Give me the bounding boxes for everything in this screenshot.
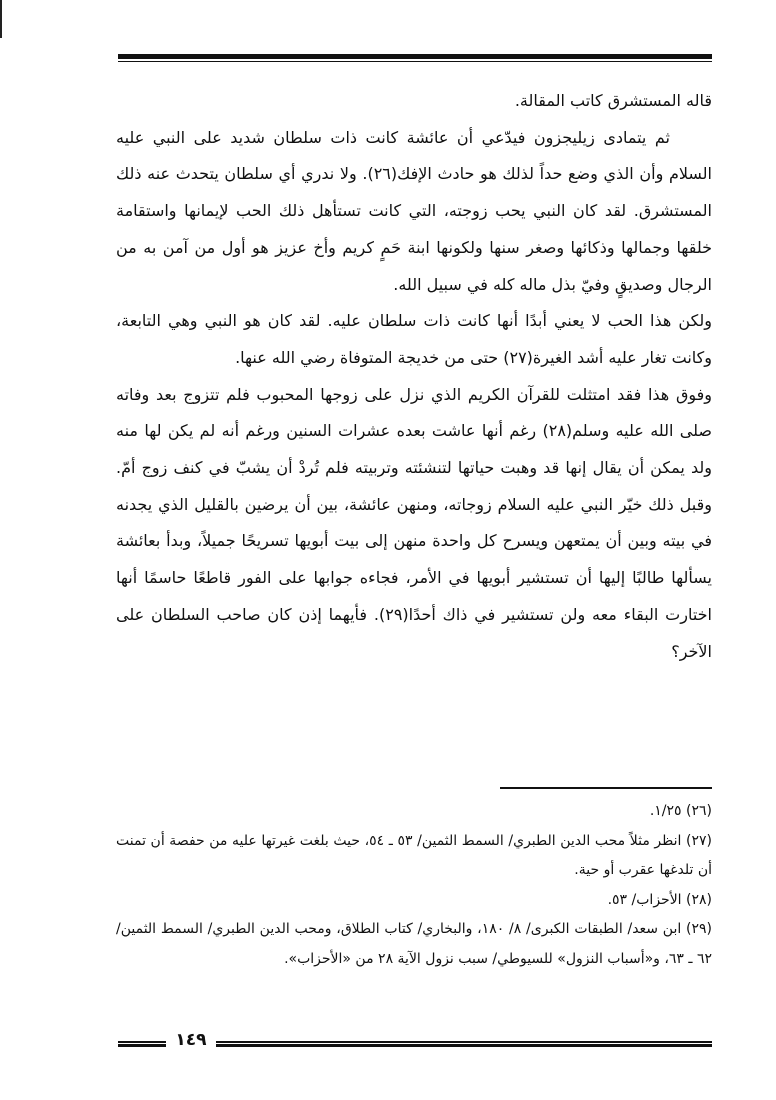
header-rule xyxy=(118,54,712,62)
paragraph-1: قاله المستشرق كاتب المقالة. xyxy=(514,91,712,110)
footnote-separator xyxy=(500,787,712,789)
footer-rule-right xyxy=(216,1041,712,1047)
footnote-28: (٢٨) الأحزاب/ ٥٣. xyxy=(607,891,712,908)
main-text xyxy=(116,83,712,670)
footnote-27: (٢٧) انظر مثلاً محب الدين الطبري/ السمط الثمين/ ٥٣ ـ ٥٤، حيث بلغت غيرتها عليه من حفصة أن تمنت أن تلدغها عقرب أو حية. xyxy=(116,832,712,878)
left-edge-mark xyxy=(0,0,2,38)
footer-rule-left xyxy=(118,1041,166,1047)
page-number: ١٤٩ xyxy=(175,1030,207,1050)
paragraph-3: ولكن هذا الحب لا يعني أبدًا أنها كانت ذات سلطان عليه. لقد كان هو النبي وهي التابعة، وكانت تغار عليه أشد الغيرة(٢٧) حتى من خديجة المتوفاة رضي الله عنها. xyxy=(116,311,712,367)
footnotes xyxy=(116,797,712,974)
footnote-26: (٢٦) ١/٢٥. xyxy=(649,803,712,819)
paragraph-2: ثم يتمادى زيليجزون فيدّعي أن عائشة كانت ذات سلطان شديد على النبي عليه السلام وأن الذي وضع حداً لذلك هو حادث الإفك(٢٦). ولا ندري أي سلطان يتحدث عنه ذلك المستشرق. لقد كان النبي يحب زوجته، التي كانت تستأهل ذلك الحب لإيمانها واستقامة خلقها وجمالها وذكائها وصغر سنها ولكونها ابنة حَمٍ كريم وأخ عزيز هو أول من آمن به من الرجال وصديقٍ وفيّ بذل ماله كله في سبيل الله. xyxy=(116,127,712,294)
paragraph-4: وفوق هذا فقد امتثلت للقرآن الكريم الذي نزل على زوجها المحبوب فلم تتزوج بعد وفاته صلى الله عليه وسلم(٢٨) رغم أنها عاشت بعده عشرات السنين ورغم أنه لم يكن لها منه ولد يمكن أن يقال إنها قد وهبت حياتها لتنشئته وتربيته فلم تُردْ أن يشبّ في كنف زوج أمّ. وقبل ذلك خيّر النبي عليه السلام زوجاته، ومنهن عائشة، بين أن يرضين بالقليل الذي يجدنه في بيته وبين أن يمتعهن ويسرح كل واحدة منهن إلى بيت أبويها تسريحًا جميلاً، وبدأ بعائشة يسألها طالبًا إليها أن تستشير أبويها في الأمر، فجاءه جوابها على الفور قاطعًا حاسمًا أنها اختارت البقاء معه ولن تستشير في ذاك أحدًا(٢٩). فأيهما إذن كان صاحب السلطان على الآخر؟ xyxy=(116,384,713,661)
footnote-29: (٢٩) ابن سعد/ الطبقات الكبرى/ ٨/ ١٨٠، والبخاري/ كتاب الطلاق، ومحب الدين الطبري/ السمط الثمين/ ٦٢ ـ ٦٣، و«أسباب النزول» للسيوطي/ سبب نزول الآية ٢٨ من «الأحزاب». xyxy=(116,921,712,967)
